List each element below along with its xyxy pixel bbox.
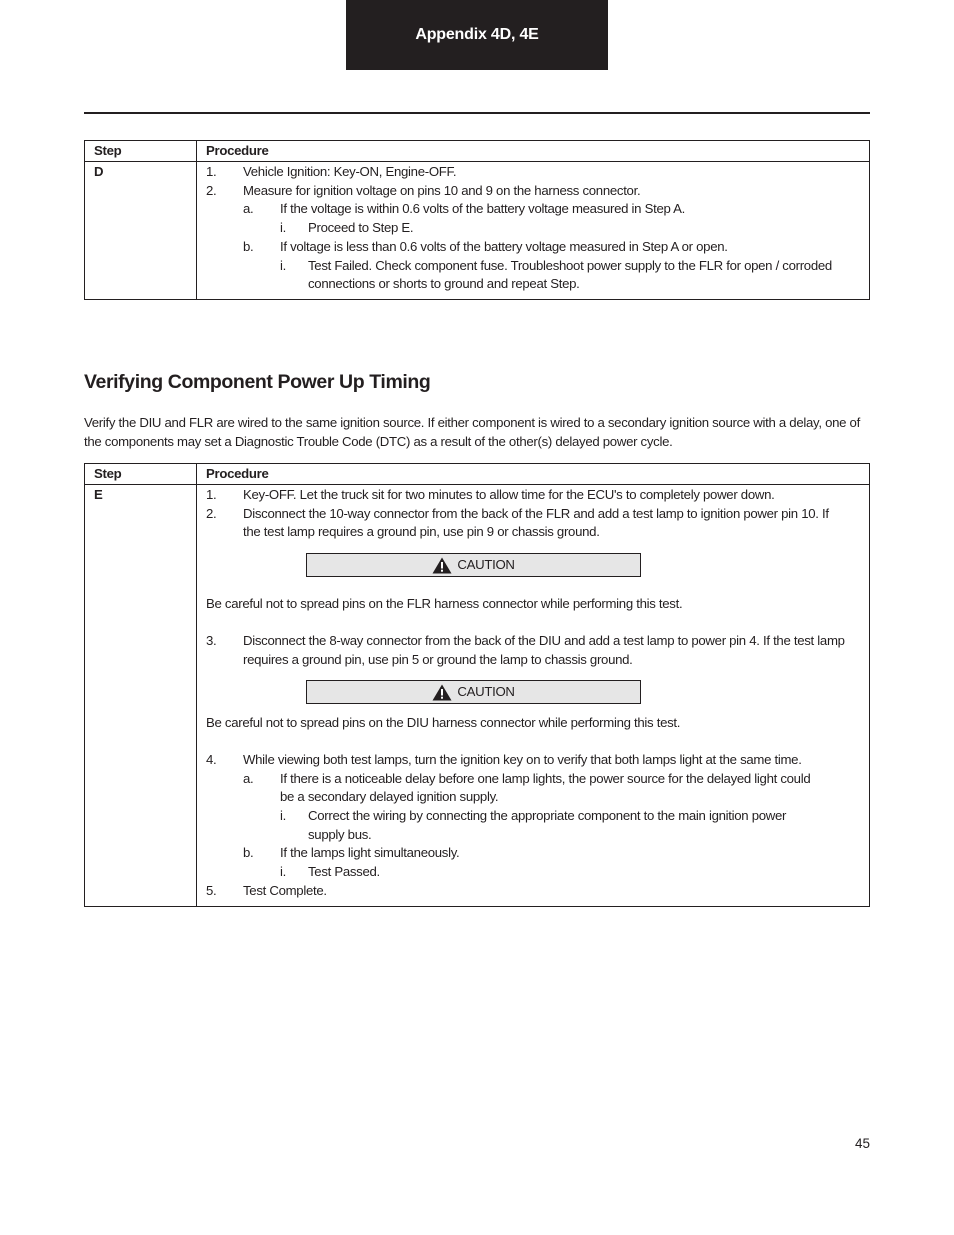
list-marker: 2.: [206, 505, 217, 521]
list-item: [206, 632, 861, 669]
list-item: [206, 238, 861, 257]
page-number: 45: [854, 1136, 870, 1151]
list-marker: a.: [243, 201, 254, 217]
list-text: Test Failed. Check component fuse. Troubleshoot power supply to the FLR for open / corroded connections or shorts to ground and repeat Step.: [308, 257, 832, 292]
list-item: [206, 770, 861, 807]
list-marker: 4.: [206, 751, 217, 767]
list-item: [206, 486, 861, 505]
list-text: Test Passed.: [308, 864, 380, 880]
section-intro: Verify the DIU and FLR are wired to the same ignition source. If either component is wired to a secondary ignition source with a delay, one of the components may set a Diagnostic Trouble Code (DTC) as a result of the other(s) delayed power cycle.: [84, 415, 860, 449]
table-header-row: [85, 141, 870, 162]
list-item: [206, 882, 861, 901]
caution-label: CAUTION: [457, 683, 515, 699]
procedure-cell: [197, 485, 870, 907]
appendix-tab: [346, 0, 608, 70]
list-marker: i.: [280, 808, 286, 824]
list-text: Correct the wiring by connecting the appropriate component to the main ignition power supply bus.: [308, 808, 787, 842]
list-text: Disconnect the 10-way connector from the back of the FLR and add a test lamp to ignition power pin 10. If the test lamp requires a ground pin, use pin 9 or chassis ground.: [243, 505, 829, 540]
col-procedure-header: Procedure: [197, 141, 870, 162]
list-text: If the lamps light simultaneously.: [280, 845, 460, 861]
caution-box: [306, 680, 641, 704]
procedure-cell: [197, 162, 870, 300]
list-item: [206, 219, 861, 238]
list-marker: b.: [243, 238, 254, 254]
list-marker: 5.: [206, 882, 217, 898]
list-item: [206, 257, 861, 294]
list-marker: 3.: [206, 632, 217, 648]
caution-note: Be careful not to spread pins on the FLR harness connector while performing this test.: [206, 596, 683, 612]
header-rule: [84, 112, 870, 114]
list-item: [206, 863, 861, 882]
caution-box: [306, 553, 641, 577]
warning-icon: [432, 684, 452, 701]
list-text: If the voltage is within 0.6 volts of the battery voltage measured in Step A.: [280, 201, 686, 217]
col-step-header: Step: [85, 141, 197, 162]
table-header-row: [85, 464, 870, 485]
list-item: [206, 751, 861, 770]
table-row: [85, 485, 870, 907]
list-item: [206, 505, 861, 542]
list-text: Proceed to Step E.: [308, 220, 414, 236]
list-text: If there is a noticeable delay before one lamp lights, the power source for the delayed light could be a secondary delayed ignition supply.: [280, 770, 811, 805]
list-item: [206, 182, 861, 201]
list-item: [206, 844, 861, 863]
caution-note: Be careful not to spread pins on the DIU harness connector while performing this test.: [206, 715, 681, 731]
appendix-label: Appendix 4D, 4E: [415, 26, 539, 43]
list-marker: 1.: [206, 164, 217, 179]
list-marker: i.: [280, 220, 286, 236]
list-text: Test Complete.: [243, 882, 327, 898]
list-marker: i.: [280, 257, 286, 273]
list-marker: 1.: [206, 487, 217, 502]
list-text: Key-OFF. Let the truck sit for two minutes to allow time for the ECU's to completely power down.: [243, 487, 775, 502]
section-heading: Verifying Component Power Up Timing: [84, 371, 431, 393]
table-row: [85, 162, 870, 300]
procedure-table-d: [84, 140, 870, 300]
list-text: If voltage is less than 0.6 volts of the battery voltage measured in Step A or open.: [280, 238, 728, 254]
list-text: While viewing both test lamps, turn the ignition key on to verify that both lamps light at the same time.: [243, 751, 802, 767]
list-text: Vehicle Ignition: Key-ON, Engine-OFF.: [243, 164, 457, 179]
list-marker: 2.: [206, 182, 217, 198]
list-marker: i.: [280, 864, 286, 880]
list-text: Measure for ignition voltage on pins 10 and 9 on the harness connector.: [243, 182, 641, 198]
list-item: [206, 200, 861, 219]
caution-label: CAUTION: [457, 556, 515, 572]
list-marker: a.: [243, 770, 254, 786]
warning-icon: [432, 557, 452, 574]
step-label: E: [85, 485, 197, 907]
col-procedure-header: Procedure: [197, 464, 870, 485]
list-item: [206, 163, 861, 182]
step-label: D: [85, 162, 197, 300]
col-step-header: Step: [85, 464, 197, 485]
list-marker: b.: [243, 845, 254, 861]
list-text: Disconnect the 8-way connector from the back of the DIU and add a test lamp to power pin 4. If the test lamp requires a ground pin, use pin 5 or ground the lamp to chassis ground.: [243, 632, 845, 667]
procedure-table-e: [84, 463, 870, 907]
list-item: [206, 807, 861, 844]
